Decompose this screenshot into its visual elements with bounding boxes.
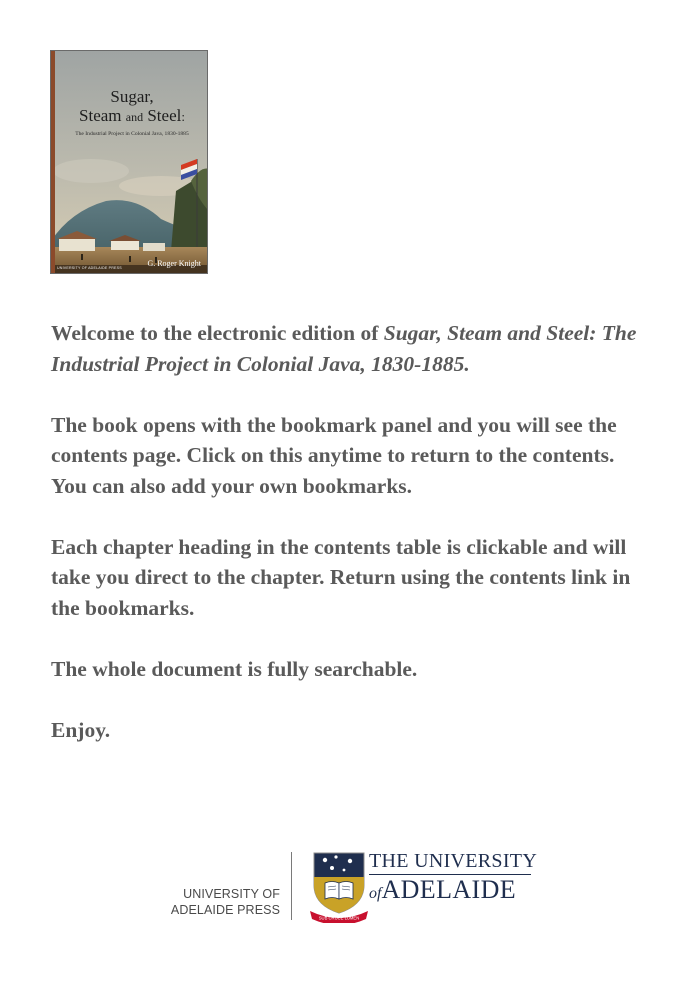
logo-divider — [291, 852, 292, 920]
adelaide-press-logo: UNIVERSITY OF ADELAIDE PRESS — [170, 887, 280, 917]
cover-subtitle: The Industrial Project in Colonial Java, 1830-1885 — [75, 131, 189, 137]
university-of-adelaide-logo: THE UNIVERSITY ofADELAIDE — [369, 850, 538, 904]
welcome-text — [51, 318, 651, 776]
book-title-italic: Sugar, Steam and Steel: The Industrial Project in Colonial Java, 1830-1885. — [51, 321, 637, 376]
cover-publisher: UNIVERSITY OF ADELAIDE PRESS — [57, 266, 122, 270]
chapter-links-paragraph: Each chapter heading in the contents table is clickable and will take you direct to the chapter. Return using the contents link in the bookmarks. — [51, 534, 631, 620]
enjoy-paragraph: Enjoy. — [51, 717, 111, 742]
university-crest-icon — [310, 851, 368, 923]
cover-author: G. Roger Knight — [147, 259, 201, 268]
bookmark-panel-paragraph: The book opens with the bookmark panel and you will see the contents page. Click on this anytime to return to the contents. You can also add your own bookmarks. — [51, 412, 617, 498]
crest-motto: SUB CRUCE LUMEN — [318, 915, 360, 921]
searchable-paragraph: The whole document is fully searchable. — [51, 656, 418, 681]
cover-title: Sugar, Steam and Steel: — [79, 87, 185, 126]
book-cover-image — [50, 50, 208, 274]
cover-painting — [51, 51, 208, 274]
welcome-paragraph: Welcome to the electronic edition of Sugar, Steam and Steel: The Industrial Project in Colonial Java, 1830-1885. — [51, 321, 637, 376]
